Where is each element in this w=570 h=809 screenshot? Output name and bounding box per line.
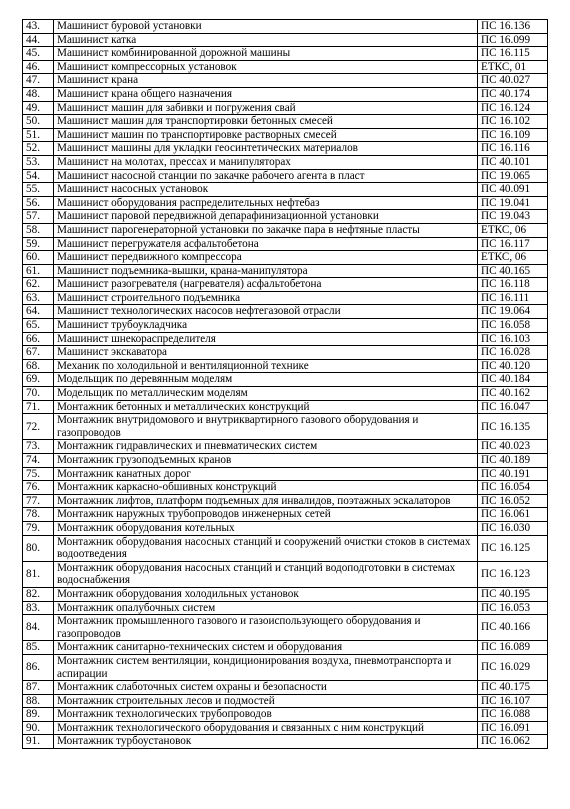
row-number: 55. — [23, 183, 54, 197]
table-row — [23, 708, 548, 722]
standard-code: ПС 16.052 — [478, 494, 548, 508]
row-number: 59. — [23, 237, 54, 251]
table-row — [23, 291, 548, 305]
profession-name: Машинист машины для укладки геосинтетических материалов — [54, 142, 478, 156]
row-number: 66. — [23, 332, 54, 346]
table-row — [23, 264, 548, 278]
standard-code: ПС 16.102 — [478, 115, 548, 129]
row-number: 43. — [23, 20, 54, 34]
table-row — [23, 694, 548, 708]
table-row — [23, 305, 548, 319]
profession-name: Монтажник грузоподъемных кранов — [54, 454, 478, 468]
standard-code: ПС 16.029 — [478, 654, 548, 680]
profession-name: Монтажник технологического оборудования и связанных с ним конструкций — [54, 721, 478, 735]
standard-code: ПС 16.136 — [478, 20, 548, 34]
table-row — [23, 521, 548, 535]
row-number: 58. — [23, 223, 54, 237]
row-number: 67. — [23, 346, 54, 360]
profession-name: Монтажник наружных трубопроводов инженерных сетей — [54, 508, 478, 522]
table-row — [23, 346, 548, 360]
profession-name: Машинист машин для транспортировки бетонных смесей — [54, 115, 478, 129]
row-number: 47. — [23, 74, 54, 88]
standard-code: ПС 16.089 — [478, 641, 548, 655]
profession-name: Монтажник бетонных и металлических конструкций — [54, 400, 478, 414]
profession-name: Монтажник турбоустановок — [54, 735, 478, 749]
profession-name: Машинист паровой передвижной депарафинизационной установки — [54, 210, 478, 224]
standard-code: ПС 16.061 — [478, 508, 548, 522]
table-row — [23, 60, 548, 74]
profession-name: Монтажник строительных лесов и подмостей — [54, 694, 478, 708]
standard-code: ПС 16.109 — [478, 128, 548, 142]
profession-name: Модельщик по металлическим моделям — [54, 387, 478, 401]
table-row — [23, 359, 548, 373]
standard-code: ПС 16.053 — [478, 601, 548, 615]
row-number: 83. — [23, 601, 54, 615]
row-number: 77. — [23, 494, 54, 508]
row-number: 76. — [23, 481, 54, 495]
standard-code: ЕТКС, 06 — [478, 223, 548, 237]
table-row — [23, 414, 548, 440]
row-number: 50. — [23, 115, 54, 129]
standard-code: ПС 16.058 — [478, 319, 548, 333]
row-number: 91. — [23, 735, 54, 749]
profession-name: Монтажник опалубочных систем — [54, 601, 478, 615]
row-number: 84. — [23, 615, 54, 641]
document-page — [22, 19, 547, 749]
standard-code: ПС 40.091 — [478, 183, 548, 197]
table-row — [23, 155, 548, 169]
standard-code: ПС 40.184 — [478, 373, 548, 387]
table-row — [23, 223, 548, 237]
table-row — [23, 101, 548, 115]
table-row — [23, 440, 548, 454]
table-row — [23, 142, 548, 156]
standard-code: ЕТКС, 01 — [478, 60, 548, 74]
row-number: 88. — [23, 694, 54, 708]
profession-name: Машинист компрессорных установок — [54, 60, 478, 74]
row-number: 49. — [23, 101, 54, 115]
row-number: 86. — [23, 654, 54, 680]
standard-code: ПС 40.166 — [478, 615, 548, 641]
table-row — [23, 115, 548, 129]
row-number: 75. — [23, 467, 54, 481]
profession-name: Машинист машин по транспортировке растворных смесей — [54, 128, 478, 142]
row-number: 44. — [23, 33, 54, 47]
profession-name: Машинист на молотах, прессах и манипуляторах — [54, 155, 478, 169]
table-row — [23, 735, 548, 749]
professions-table-body — [23, 20, 548, 749]
table-row — [23, 481, 548, 495]
table-row — [23, 615, 548, 641]
profession-name: Монтажник лифтов, платформ подъемных для инвалидов, поэтажных эскалаторов — [54, 494, 478, 508]
row-number: 45. — [23, 47, 54, 61]
standard-code: ПС 16.135 — [478, 414, 548, 440]
profession-name: Монтажник гидравлических и пневматических систем — [54, 440, 478, 454]
profession-name: Монтажник оборудования насосных станций и станций водоподготовки в системах водоснабжения — [54, 561, 478, 587]
row-number: 56. — [23, 196, 54, 210]
table-row — [23, 721, 548, 735]
row-number: 52. — [23, 142, 54, 156]
row-number: 78. — [23, 508, 54, 522]
standard-code: ПС 40.174 — [478, 87, 548, 101]
standard-code: ПС 16.062 — [478, 735, 548, 749]
profession-name: Машинист строительного подъемника — [54, 291, 478, 305]
table-row — [23, 183, 548, 197]
profession-name: Машинист технологических насосов нефтегазовой отрасли — [54, 305, 478, 319]
standard-code: ПС 40.023 — [478, 440, 548, 454]
profession-name: Машинист оборудования распределительных нефтебаз — [54, 196, 478, 210]
profession-name: Механик по холодильной и вентиляционной технике — [54, 359, 478, 373]
table-row — [23, 74, 548, 88]
profession-name: Монтажник оборудования насосных станций и сооружений очистки стоков в системах водоотведения — [54, 535, 478, 561]
profession-name: Машинист экскаватора — [54, 346, 478, 360]
standard-code: ПС 16.107 — [478, 694, 548, 708]
table-row — [23, 654, 548, 680]
table-row — [23, 535, 548, 561]
row-number: 71. — [23, 400, 54, 414]
standard-code: ПС 40.189 — [478, 454, 548, 468]
standard-code: ПС 40.027 — [478, 74, 548, 88]
row-number: 60. — [23, 251, 54, 265]
table-row — [23, 128, 548, 142]
standard-code: ПС 40.195 — [478, 587, 548, 601]
table-row — [23, 196, 548, 210]
row-number: 74. — [23, 454, 54, 468]
row-number: 82. — [23, 587, 54, 601]
row-number: 65. — [23, 319, 54, 333]
row-number: 61. — [23, 264, 54, 278]
table-row — [23, 494, 548, 508]
table-row — [23, 400, 548, 414]
standard-code: ПС 16.099 — [478, 33, 548, 47]
standard-code: ПС 16.091 — [478, 721, 548, 735]
table-row — [23, 47, 548, 61]
profession-name: Машинист насосной станции по закачке рабочего агента в пласт — [54, 169, 478, 183]
profession-name: Машинист катка — [54, 33, 478, 47]
row-number: 73. — [23, 440, 54, 454]
row-number: 72. — [23, 414, 54, 440]
profession-name: Монтажник оборудования холодильных установок — [54, 587, 478, 601]
standard-code: ПС 40.162 — [478, 387, 548, 401]
profession-name: Монтажник систем вентиляции, кондиционирования воздуха, пневмотранспорта и аспирации — [54, 654, 478, 680]
row-number: 79. — [23, 521, 54, 535]
table-row — [23, 87, 548, 101]
profession-name: Машинист передвижного компрессора — [54, 251, 478, 265]
standard-code: ПС 16.028 — [478, 346, 548, 360]
row-number: 89. — [23, 708, 54, 722]
standard-code: ПС 16.088 — [478, 708, 548, 722]
standard-code: ПС 16.103 — [478, 332, 548, 346]
profession-name: Машинист буровой установки — [54, 20, 478, 34]
table-row — [23, 251, 548, 265]
row-number: 85. — [23, 641, 54, 655]
row-number: 64. — [23, 305, 54, 319]
table-row — [23, 601, 548, 615]
profession-name: Монтажник канатных дорог — [54, 467, 478, 481]
profession-name: Машинист машин для забивки и погружения свай — [54, 101, 478, 115]
row-number: 69. — [23, 373, 54, 387]
table-row — [23, 387, 548, 401]
standard-code: ПС 16.116 — [478, 142, 548, 156]
profession-name: Монтажник промышленного газового и газоиспользующего оборудования и газопроводов — [54, 615, 478, 641]
row-number: 51. — [23, 128, 54, 142]
row-number: 57. — [23, 210, 54, 224]
table-row — [23, 373, 548, 387]
profession-name: Машинист парогенераторной установки по закачке пара в нефтяные пласты — [54, 223, 478, 237]
table-row — [23, 508, 548, 522]
standard-code: ПС 19.043 — [478, 210, 548, 224]
table-row — [23, 237, 548, 251]
standard-code: ПС 40.191 — [478, 467, 548, 481]
table-row — [23, 467, 548, 481]
profession-name: Монтажник слаботочных систем охраны и безопасности — [54, 681, 478, 695]
row-number: 81. — [23, 561, 54, 587]
profession-name: Машинист насосных установок — [54, 183, 478, 197]
table-row — [23, 561, 548, 587]
profession-name: Монтажник технологических трубопроводов — [54, 708, 478, 722]
table-row — [23, 319, 548, 333]
standard-code: ПС 16.118 — [478, 278, 548, 292]
profession-name: Монтажник каркасно-обшивных конструкций — [54, 481, 478, 495]
profession-name: Машинист крана общего назначения — [54, 87, 478, 101]
profession-name: Машинист комбинированной дорожной машины — [54, 47, 478, 61]
row-number: 54. — [23, 169, 54, 183]
profession-name: Монтажник санитарно-технических систем и оборудования — [54, 641, 478, 655]
standard-code: ПС 40.101 — [478, 155, 548, 169]
profession-name: Машинист трубоукладчика — [54, 319, 478, 333]
standard-code: ПС 19.064 — [478, 305, 548, 319]
standard-code: ПС 40.175 — [478, 681, 548, 695]
professions-table — [22, 19, 548, 749]
standard-code: ПС 40.165 — [478, 264, 548, 278]
row-number: 48. — [23, 87, 54, 101]
row-number: 68. — [23, 359, 54, 373]
standard-code: ПС 19.041 — [478, 196, 548, 210]
row-number: 90. — [23, 721, 54, 735]
row-number: 70. — [23, 387, 54, 401]
table-row — [23, 587, 548, 601]
profession-name: Машинист перегружателя асфальтобетона — [54, 237, 478, 251]
standard-code: ЕТКС, 06 — [478, 251, 548, 265]
profession-name: Машинист шнекораспределителя — [54, 332, 478, 346]
profession-name: Монтажник оборудования котельных — [54, 521, 478, 535]
row-number: 87. — [23, 681, 54, 695]
row-number: 80. — [23, 535, 54, 561]
profession-name: Модельщик по деревянным моделям — [54, 373, 478, 387]
table-row — [23, 20, 548, 34]
standard-code: ПС 16.111 — [478, 291, 548, 305]
profession-name: Монтажник внутридомового и внутриквартирного газового оборудования и газопроводов — [54, 414, 478, 440]
row-number: 46. — [23, 60, 54, 74]
table-row — [23, 681, 548, 695]
standard-code: ПС 16.123 — [478, 561, 548, 587]
standard-code: ПС 16.117 — [478, 237, 548, 251]
row-number: 63. — [23, 291, 54, 305]
table-row — [23, 641, 548, 655]
table-row — [23, 210, 548, 224]
table-row — [23, 278, 548, 292]
standard-code: ПС 40.120 — [478, 359, 548, 373]
table-row — [23, 33, 548, 47]
table-row — [23, 454, 548, 468]
standard-code: ПС 16.125 — [478, 535, 548, 561]
table-row — [23, 332, 548, 346]
standard-code: ПС 16.124 — [478, 101, 548, 115]
standard-code: ПС 16.115 — [478, 47, 548, 61]
standard-code: ПС 16.054 — [478, 481, 548, 495]
standard-code: ПС 16.030 — [478, 521, 548, 535]
standard-code: ПС 19.065 — [478, 169, 548, 183]
profession-name: Машинист разогревателя (нагревателя) асфальтобетона — [54, 278, 478, 292]
row-number: 62. — [23, 278, 54, 292]
row-number: 53. — [23, 155, 54, 169]
standard-code: ПС 16.047 — [478, 400, 548, 414]
profession-name: Машинист крана — [54, 74, 478, 88]
table-row — [23, 169, 548, 183]
profession-name: Машинист подъемника-вышки, крана-манипулятора — [54, 264, 478, 278]
